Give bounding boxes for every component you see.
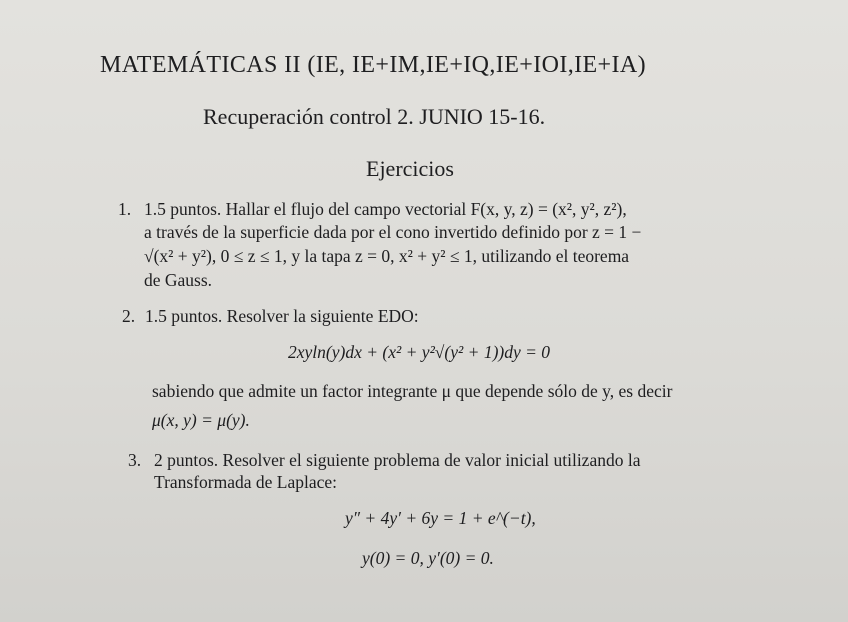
section-heading: Ejercicios [366,156,454,181]
exercise-2-line-1: 1.5 puntos. Resolver la siguiente EDO: [145,306,419,326]
exercise-3-number: 3. [128,450,142,470]
exam-subtitle: Recuperación control 2. JUNIO 15-16. [203,104,546,129]
exercise-1-line-1: 1.5 puntos. Hallar el flujo del campo vectorial F(x, y, z) = (x², y², z²), [144,199,627,219]
exercise-3-initial-conditions: y(0) = 0, y′(0) = 0. [362,548,494,568]
exercise-1-line-3: √(x² + y²), 0 ≤ z ≤ 1, y la tapa z = 0, x² + y² ≤ 1, utilizando el teorema [144,246,630,266]
exam-title: MATEMÁTICAS II (IE, IE+IM,IE+IQ,IE+IOI,IE+IA) [100,52,647,78]
exercise-2-equation: 2xyln(y)dx + (x² + y²√(y² + 1))dy = 0 [288,342,551,362]
exercise-3-line-1: 2 puntos. Resolver el siguiente problema de valor inicial utilizando la [154,450,641,470]
exercise-3-line-2: Transformada de Laplace: [154,472,338,492]
exercise-1-line-2: a través de la superficie dada por el cono invertido definido por z = 1 − [144,222,642,242]
exercise-1-number: 1. [118,199,132,219]
exercise-1-line-4: de Gauss. [144,270,213,290]
exercise-2-line-3: sabiendo que admite un factor integrante μ que depende sólo de y, es decir [152,381,673,401]
exercise-3-equation: y″ + 4y′ + 6y = 1 + e^(−t), [345,508,536,528]
exercise-2-line-4: μ(x, y) = μ(y). [152,410,250,430]
exercise-2-number: 2. [122,306,136,326]
